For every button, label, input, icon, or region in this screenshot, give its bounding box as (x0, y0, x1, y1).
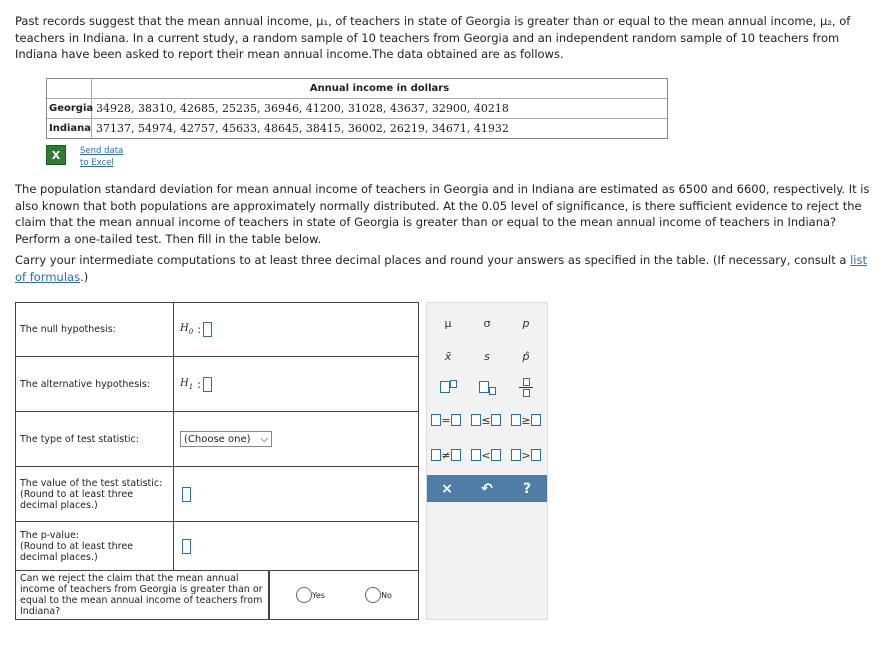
reject-claim-row (16, 570, 418, 619)
equals-key[interactable]: = (429, 408, 463, 432)
yes-radio-option[interactable]: Yes (296, 587, 325, 603)
sigma-key[interactable]: σ (483, 316, 491, 330)
p-value-row (16, 521, 418, 570)
data-row-indiana (47, 118, 667, 138)
fraction-key[interactable] (509, 375, 543, 399)
instructions-end: .) (80, 269, 89, 284)
p-value-label: The p-value: (Round to at least three decimal places.) (16, 522, 174, 570)
test-type-label: The type of test statistic: (16, 412, 174, 466)
income-data-table (46, 78, 668, 139)
test-type-row (16, 411, 418, 466)
help-button[interactable]: ? (507, 475, 547, 502)
data-table-header-row (47, 79, 667, 98)
alt-hypothesis-input[interactable] (203, 377, 212, 392)
p-value-input[interactable] (182, 539, 191, 554)
chevron-down-icon: ⌵ (260, 433, 269, 445)
instructions-text: Carry your intermediate computations to at least three decimal places and round your answers as specified in the table. (If necessary, consult a (15, 253, 851, 267)
excel-icon: X (46, 145, 66, 165)
mu-key[interactable]: μ (444, 316, 452, 330)
list-of-formulas-link[interactable]: list of formulas (15, 253, 867, 284)
no-radio-option[interactable]: No (365, 587, 392, 603)
null-hypothesis-row: The null hypothesis: $H_0$ : (16, 303, 418, 356)
greater-equal-key[interactable]: ≥ (509, 408, 543, 432)
instructions-paragraph (15, 252, 870, 285)
send-to-excel-link[interactable] (46, 145, 123, 169)
answer-table (15, 302, 419, 620)
test-value-label: The value of the test statistic: (Round to at least three decimal places.) (16, 467, 174, 521)
no-radio[interactable] (365, 587, 381, 603)
less-equal-key[interactable]: ≤ (469, 408, 503, 432)
reject-claim-label: Can we reject the claim that the mean annual income of teachers from Georgia is greater than or equal to the mean annual income of teachers from Indiana? (16, 571, 269, 619)
null-hypothesis-symbol: $H_0$ (180, 323, 194, 336)
excel-link-line1[interactable]: Send data (80, 146, 124, 156)
subscript-key[interactable] (470, 375, 504, 399)
null-hypothesis-input[interactable] (203, 322, 212, 337)
math-keypad (426, 302, 548, 620)
x-bar-key[interactable]: x̄ (444, 349, 452, 363)
null-hypothesis-label: The null hypothesis: (16, 303, 174, 356)
alt-hypothesis-row: The alternative hypothesis: $H_1$ : (16, 356, 418, 411)
excel-link-line2[interactable]: to Excel (80, 158, 114, 168)
data-table-header: Annual income in dollars (309, 83, 450, 94)
less-than-key[interactable]: < (469, 443, 503, 467)
p-hat-key[interactable]: p̂ (522, 349, 530, 363)
row-values-indiana: 37137, 54974, 42757, 45633, 48645, 38415, 36002, 26219, 34671, 41932 (96, 122, 509, 135)
test-value-input[interactable] (182, 487, 191, 502)
p-key[interactable]: p (522, 316, 530, 330)
s-key[interactable]: s (484, 349, 490, 363)
test-value-row (16, 466, 418, 521)
intro-paragraph: Past records suggest that the mean annual income, μ₁, of teachers in state of Georgia is greater than or equal to the mean annual income, μ₂, of teachers in Indiana. In a current study, a random sample of 10 teachers from Georgia and an independent random sample of 10 teachers from Indiana have been asked to report their mean annual income.The data obtained are as follows. (15, 14, 851, 61)
alt-hypothesis-label: The alternative hypothesis: (16, 357, 174, 411)
problem-paragraph: The population standard deviation for mean annual income of teachers in Georgia and in Indiana are estimated as 6500 and 6600, respectively. It is also known that both populations are approximately normally distributed. At the 0.05 level of significance, is there sufficient evidence to reject the claim that the mean annual income of teachers in state of Georgia is greater than or equal to the mean annual income of teachers in Indiana? Perform a one-tailed test. Then fill in the table below. (15, 182, 870, 246)
clear-button[interactable]: × (427, 475, 467, 502)
test-type-select[interactable]: (Choose one) ⌵ (180, 431, 272, 447)
row-label-indiana: Indiana (47, 119, 92, 138)
yes-radio[interactable] (296, 587, 312, 603)
undo-button[interactable]: ↶ (467, 475, 507, 502)
alt-hypothesis-symbol: $H_1$ (180, 377, 194, 391)
not-equal-key[interactable]: ≠ (429, 443, 463, 467)
row-label-georgia: Georgia (47, 99, 92, 118)
superscript-key[interactable] (431, 375, 465, 399)
data-row-georgia (47, 98, 667, 118)
row-values-georgia: 34928, 38310, 42685, 25235, 36946, 41200, 31028, 43637, 32900, 40218 (96, 102, 509, 115)
greater-than-key[interactable]: > (509, 443, 543, 467)
